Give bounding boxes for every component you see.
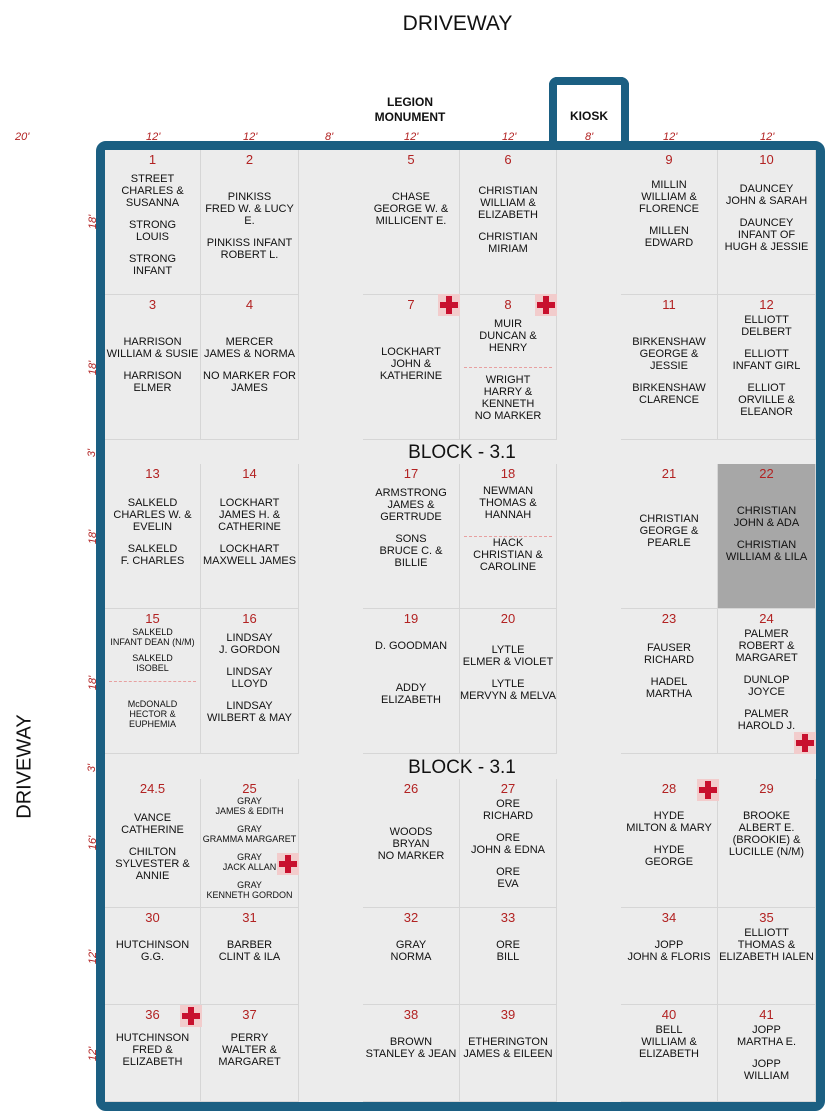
occupant: JOPP WILLIAM [743, 1058, 790, 1082]
plot-6[interactable] [460, 150, 557, 295]
plot-number: 25 [242, 781, 257, 796]
occupant: MILLEN EDWARD [644, 225, 694, 249]
occupant: ORE JOHN & EDNA [471, 832, 545, 856]
plot-2[interactable] [201, 150, 299, 295]
plot-number: 8 [504, 297, 512, 312]
occupant: LYTLE MERVYN & MELVA [460, 678, 556, 702]
plot-number: 41 [759, 1007, 774, 1022]
plot-number: 17 [403, 466, 419, 481]
plot-12[interactable] [718, 295, 816, 440]
dim-side-8: 12' [87, 1046, 100, 1062]
plot-divider [109, 681, 196, 682]
plot-5[interactable] [363, 150, 460, 295]
occupant: LINDSAY WILBERT & MAY [207, 700, 292, 724]
plot-number: 12 [759, 297, 774, 312]
block-label-lower: BLOCK - 3.1 [408, 757, 516, 778]
occupant: ELLIOTT THOMAS & ELIZABETH IALEN [719, 927, 814, 963]
plot-19[interactable] [363, 609, 460, 754]
occupant: SONS BRUCE C. & BILLIE [379, 533, 443, 569]
legion-monument-label: LEGION MONUMENT [374, 95, 446, 124]
plot-number: 26 [403, 781, 419, 796]
occupant: BARBER CLINT & ILA [218, 939, 281, 963]
plot-31[interactable] [201, 908, 299, 1005]
dim-side-0: 18' [87, 214, 100, 230]
occupant: VANCE CATHERINE [121, 812, 184, 836]
plot-number: 11 [662, 297, 676, 312]
occupant: STRONG LOUIS [128, 219, 177, 243]
occupant: HARRISON WILLIAM & SUSIE [106, 336, 199, 360]
occupant: CHRISTIAN JOHN & ADA [733, 505, 800, 529]
plot-20[interactable] [460, 609, 557, 754]
plot-16[interactable] [201, 609, 299, 754]
occupant: WOODS BRYAN NO MARKER [377, 826, 445, 862]
plot-number: 20 [500, 611, 516, 626]
plot-number: 38 [403, 1007, 419, 1022]
occupant: BROWN STANLEY & JEAN [365, 1036, 457, 1060]
dim-top-5: 12' [502, 131, 517, 143]
occupant: HADEL MARTHA [645, 676, 693, 700]
occupant: LINDSAY LLOYD [226, 666, 273, 690]
plot-27[interactable] [460, 779, 557, 908]
occupant: McDONALD HECTOR & EUPHEMIA [127, 699, 178, 729]
occupant: SALKELD CHARLES W. & EVELIN [113, 497, 192, 533]
plot-number: 23 [661, 611, 677, 626]
occupant: STRONG INFANT [128, 253, 177, 277]
occupant: GRAY JAMES & EDITH [215, 796, 284, 816]
occupant: BIRKENSHAW CLARENCE [632, 382, 706, 406]
driveway-label-top: DRIVEWAY [402, 12, 513, 35]
plot-number: 22 [759, 466, 774, 481]
occupant: NEWMAN THOMAS & HANNAH [479, 485, 537, 521]
occupant: HARRISON ELMER [123, 370, 182, 394]
occupant: BROOKE ALBERT E. (BROOKIE) & LUCILLE (N/M) [728, 810, 805, 858]
plot-8[interactable] [460, 295, 557, 440]
occupant: PALMER ROBERT & MARGARET [735, 628, 798, 664]
dim-top-3: 8' [325, 131, 334, 143]
cross-icon [535, 294, 557, 316]
plot-4[interactable] [201, 295, 299, 440]
occupant: FAUSER RICHARD [643, 642, 695, 666]
dim-side-6: 16' [87, 835, 100, 851]
plot-number: 16 [242, 611, 257, 626]
dim-side-3: 18' [87, 529, 100, 545]
plot-24-5[interactable] [105, 779, 201, 908]
plot-30[interactable] [105, 908, 201, 1005]
cross-icon [277, 853, 299, 875]
occupant: ORE BILL [496, 939, 520, 963]
occupant: GRAY GRAMMA MARGARET [202, 824, 297, 844]
plot-number: 24 [759, 611, 774, 626]
plot-15[interactable] [105, 609, 201, 754]
plot-number: 9 [665, 152, 673, 167]
dim-side-5: 3' [86, 763, 99, 773]
plot-number: 4 [245, 297, 254, 312]
occupant: HACK CHRISTIAN & CAROLINE [473, 537, 543, 573]
occupant: MILLIN WILLIAM & FLORENCE [639, 179, 699, 215]
plot-7[interactable] [363, 295, 460, 440]
occupant: CHRISTIAN WILLIAM & ELIZABETH [478, 185, 538, 221]
dim-top-0: 20' [15, 131, 30, 143]
occupant: MERCER JAMES & NORMA [203, 336, 296, 360]
plot-number: 19 [403, 611, 419, 626]
plot-number: 7 [407, 297, 415, 312]
plot-number: 37 [242, 1007, 257, 1022]
dim-side-1: 18' [87, 360, 100, 376]
plot-number: 1 [148, 152, 157, 167]
plot-number: 5 [407, 152, 415, 167]
plot-1[interactable] [105, 150, 201, 295]
cross-icon [180, 1005, 202, 1027]
occupant: ORE RICHARD [482, 798, 534, 822]
plot-number: 13 [145, 466, 160, 481]
plot-number: 33 [500, 910, 516, 925]
occupant: PALMER HAROLD J. [737, 708, 796, 732]
dim-side-7: 12' [87, 949, 100, 965]
plot-number: 10 [759, 152, 774, 167]
occupant: CHRISTIAN GEORGE & PEARLE [639, 513, 699, 549]
plot-21[interactable] [621, 464, 718, 609]
occupant: LOCKHART MAXWELL JAMES [202, 543, 297, 567]
cross-icon [697, 779, 719, 801]
plot-13[interactable] [105, 464, 201, 609]
occupant: SALKELD ISOBEL [132, 653, 173, 673]
plot-number: 21 [661, 466, 677, 481]
occupant: LOCKHART JOHN & KATHERINE [379, 346, 443, 382]
plot-number: 15 [145, 611, 160, 626]
plot-25[interactable] [201, 779, 299, 908]
occupant: JOPP JOHN & FLORIS [627, 939, 711, 963]
plot-number: 34 [661, 910, 677, 925]
dim-side-4: 18' [87, 675, 100, 691]
plot-10[interactable] [718, 150, 816, 295]
occupant: HYDE GEORGE [644, 844, 694, 868]
dim-side-2: 3' [86, 448, 99, 458]
occupant: HUTCHINSON G.G. [115, 939, 190, 963]
plot-41[interactable] [718, 1005, 816, 1102]
plot-number: 14 [242, 466, 257, 481]
plot-number: 30 [145, 910, 160, 925]
plot-number: 27 [500, 781, 516, 796]
plot-29[interactable] [718, 779, 816, 908]
plot-34[interactable] [621, 908, 718, 1005]
occupant: CHRISTIAN WILLIAM & LILA [725, 539, 808, 563]
cross-icon [794, 732, 816, 754]
plot-39[interactable] [460, 1005, 557, 1102]
occupant: GRAY KENNETH GORDON [206, 880, 293, 900]
plot-40[interactable] [621, 1005, 718, 1102]
plot-33[interactable] [460, 908, 557, 1005]
occupant: HUTCHINSON FRED & ELIZABETH [115, 1032, 190, 1068]
plot-38[interactable] [363, 1005, 460, 1102]
dim-top-7: 12' [663, 131, 678, 143]
occupant: ELLIOTT INFANT GIRL [732, 348, 801, 372]
driveway-label-side: DRIVEWAY [13, 714, 36, 819]
occupant: ELLIOTT DELBERT [741, 314, 792, 338]
occupant: NO MARKER FOR JAMES [203, 370, 296, 394]
occupant: GRAY NORMA [390, 939, 432, 963]
plot-3[interactable] [105, 295, 201, 440]
plot-number: 40 [661, 1007, 677, 1022]
plot-number: 24.5 [139, 781, 166, 796]
cross-icon [438, 294, 460, 316]
plot-22[interactable] [718, 464, 816, 609]
occupant: CHRISTIAN MIRIAM [478, 231, 538, 255]
plot-divider [464, 536, 552, 537]
occupant: BIRKENSHAW GEORGE & JESSIE [632, 336, 706, 372]
plot-26[interactable] [363, 779, 460, 908]
occupant: ETHERINGTON JAMES & EILEEN [463, 1036, 553, 1060]
plot-14[interactable] [201, 464, 299, 609]
occupant: MUIR DUNCAN & HENRY [479, 318, 537, 354]
plot-number: 29 [759, 781, 774, 796]
occupant: STREET CHARLES & SUSANNA [121, 173, 184, 209]
plot-18[interactable] [460, 464, 557, 609]
occupant: BELL WILLIAM & ELIZABETH [639, 1024, 699, 1060]
dim-top-6: 8' [585, 131, 594, 143]
plot-23[interactable] [621, 609, 718, 754]
occupant: WRIGHT HARRY & KENNETH NO MARKER [474, 374, 542, 422]
occupant: LOCKHART JAMES H. & CATHERINE [218, 497, 281, 533]
plot-number: 3 [148, 297, 157, 312]
occupant: ORE EVA [496, 866, 520, 890]
plot-number: 28 [661, 781, 677, 796]
plot-number: 2 [245, 152, 254, 167]
plot-number: 32 [403, 910, 419, 925]
occupant: SALKELD INFANT DEAN (N/M) [110, 627, 195, 647]
plot-divider [464, 367, 552, 368]
occupant: CHILTON SYLVESTER & ANNIE [115, 846, 190, 882]
occupant: ADDY ELIZABETH [381, 682, 441, 706]
plot-number: 18 [500, 466, 516, 481]
occupant: GRAY JACK ALLAN [222, 852, 277, 872]
plot-number: 31 [242, 910, 257, 925]
plot-35[interactable] [718, 908, 816, 1005]
plot-32[interactable] [363, 908, 460, 1005]
occupant: LINDSAY J. GORDON [218, 632, 281, 656]
plot-37[interactable] [201, 1005, 299, 1102]
occupant: DAUNCEY JOHN & SARAH [725, 183, 808, 207]
occupant: DUNLOP JOYCE [743, 674, 790, 698]
plot-17[interactable] [363, 464, 460, 609]
occupant: LYTLE ELMER & VIOLET [462, 644, 554, 668]
block-label-upper: BLOCK - 3.1 [408, 442, 516, 463]
plot-number: 6 [504, 152, 512, 167]
occupant: ELLIOT ORVILLE & ELEANOR [738, 382, 795, 418]
occupant: PERRY WALTER & MARGARET [218, 1032, 281, 1068]
plot-number: 36 [145, 1007, 160, 1022]
occupant: D. GOODMAN [374, 640, 448, 652]
dim-top-4: 12' [404, 131, 419, 143]
kiosk-label: KIOSK [569, 109, 608, 123]
plot-11[interactable] [621, 295, 718, 440]
plot-9[interactable] [621, 150, 718, 295]
occupant: PINKISS FRED W. & LUCY E. [205, 191, 294, 227]
dim-top-8: 12' [760, 131, 775, 143]
occupant: ARMSTRONG JAMES & GERTRUDE [375, 487, 447, 523]
plot-number: 35 [759, 910, 774, 925]
occupant: DAUNCEY INFANT OF HUGH & JESSIE [724, 217, 809, 253]
occupant: HYDE MILTON & MARY [626, 810, 712, 834]
occupant: PINKISS INFANT ROBERT L. [206, 237, 293, 261]
occupant: SALKELD F. CHARLES [120, 543, 185, 567]
dim-top-1: 12' [146, 131, 161, 143]
dim-top-2: 12' [243, 131, 258, 143]
plot-number: 39 [500, 1007, 516, 1022]
occupant: CHASE GEORGE W. & MILLICENT E. [373, 191, 449, 227]
occupant: JOPP MARTHA E. [736, 1024, 797, 1048]
